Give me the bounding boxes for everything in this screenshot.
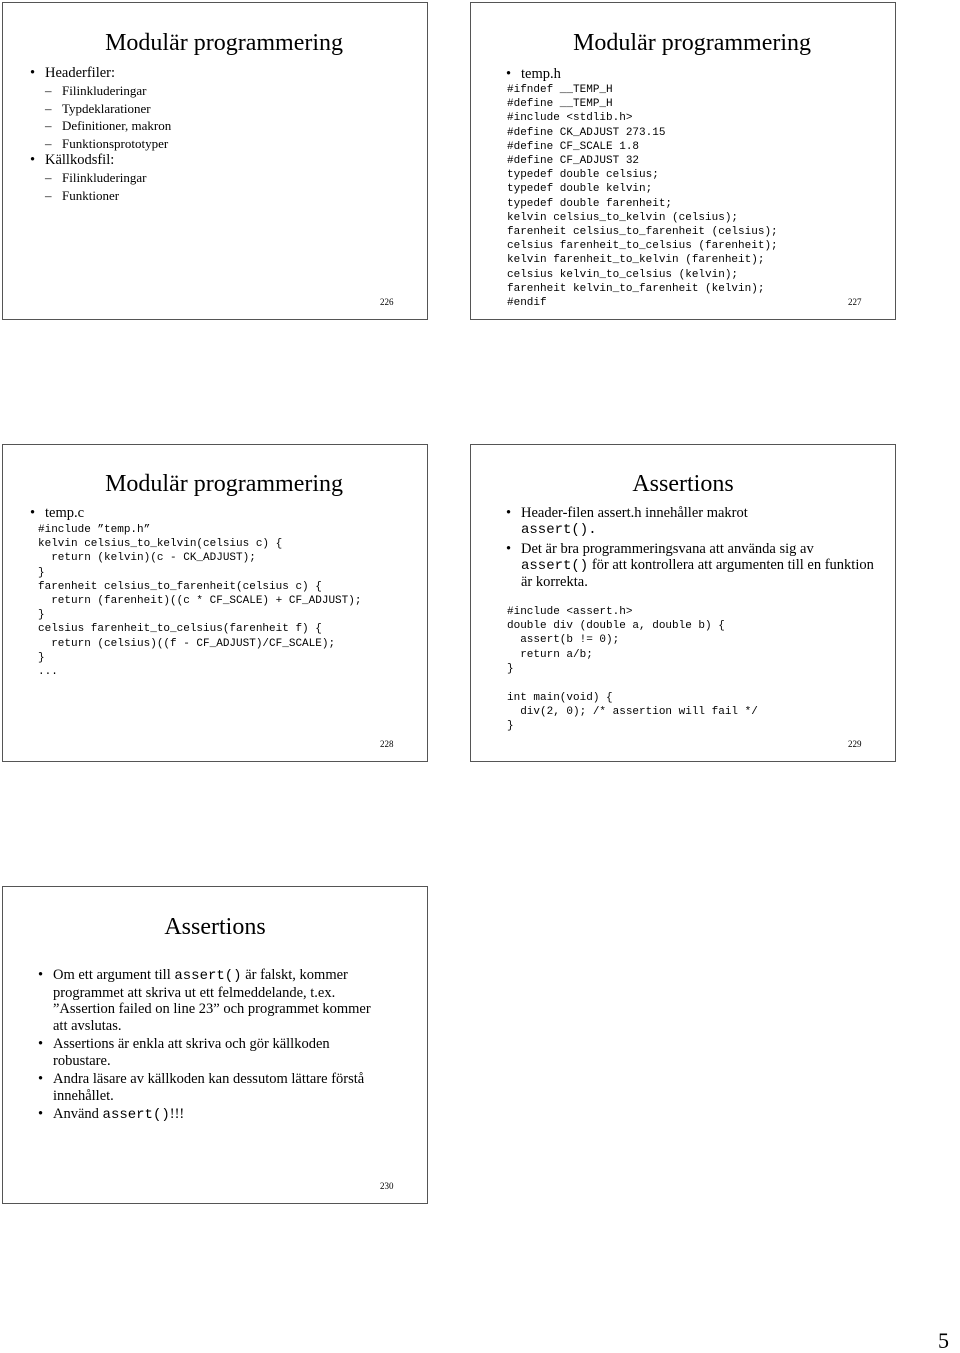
bullet-kallkodsfil: • Källkodsfil: [27, 152, 407, 169]
code-block: #include ”temp.h” kelvin celsius_to_kelvin(celsius c) { return (kelvin)(c - CK_ADJUST); } farenheit celsius_to_farenheit(celsius c) { return (farenheit)((c * CF_SCALE) + CF_ADJUST); } celsius farenheit_to_celsius(farenheit f) { return (celsius)((f - CF_ADJUST)/CF_SCALE); } ... [38, 524, 362, 679]
slide-number: 227 [848, 297, 862, 307]
code-inline: assert() [521, 558, 589, 574]
bullet-text: Om ett argument till [53, 967, 175, 983]
slide-title: Assertions [164, 914, 266, 940]
bullet-list [503, 505, 875, 590]
bullet-list [27, 505, 84, 522]
slide-number: 226 [380, 297, 394, 307]
bullet-text: Använd [53, 1106, 103, 1122]
slide-title: Modulär programmering [105, 30, 343, 56]
slide-227 [470, 2, 896, 320]
sub-bullet: – Typdeklarationer [27, 100, 407, 118]
code-block: #ifndef __TEMP_H #define __TEMP_H #include <stdlib.h> #define CK_ADJUST 273.15 #define CF_SCALE 1.8 #define CF_ADJUST 32 typedef double celsius; typedef double kelvin; typedef double farenheit; kelvin celsius_to_kelvin (celsius); farenheit celsius_to_farenheit (celsius); celsius farenheit_to_celsius (farenheit); kelvin farenheit_to_kelvin (farenheit); celsius kelvin_to_celsius (kelvin); farenheit kelvin_to_farenheit (kelvin); #endif [507, 84, 778, 310]
slide-228 [2, 444, 428, 762]
code-block: #include <assert.h> double div (double a, double b) { assert(b != 0); return a/b; } [507, 606, 725, 675]
code-block: int main(void) { div(2, 0); /* assertion will fail */ } [507, 692, 758, 733]
code-inline: assert(). [521, 522, 597, 538]
sub-bullet: – Definitioner, makron [27, 117, 407, 135]
slide-title: Modulär programmering [105, 471, 343, 497]
sub-bullet: – Filinkluderingar [27, 82, 407, 100]
bullet-list [503, 66, 561, 83]
slide-226 [2, 2, 428, 320]
bullet-text: är falskt, kommer programmet att skriva ut ett felmeddelande, t.ex. ”Assertion failed on line 23” och programmet kommer att avslutas. [53, 967, 371, 1034]
slide-number: 228 [380, 739, 394, 749]
bullet-readers: • Andra läsare av källkoden kan dessutom lättare förstå innehållet. [35, 1071, 381, 1104]
bullet-headerfiler: • Headerfiler: [27, 65, 407, 82]
slide-title: Modulär programmering [573, 30, 811, 56]
sub-bullet: – Funktioner [27, 187, 407, 205]
slide-230 [2, 886, 428, 1204]
bullet-header-file [503, 505, 875, 538]
slide-number: 230 [380, 1181, 394, 1191]
page-number: 5 [938, 1328, 949, 1353]
bullet-easy: • Assertions är enkla att skriva och gör källkoden robustare. [35, 1036, 381, 1069]
slide-229 [470, 444, 896, 762]
bullet-text: !!! [169, 1106, 185, 1122]
bullet-good-practice [503, 541, 875, 590]
code-inline: assert() [174, 968, 242, 984]
code-inline: assert() [102, 1107, 170, 1123]
bullet-list [35, 967, 381, 1124]
bullet-text: Header-filen assert.h innehåller makrot [521, 505, 748, 521]
slide-number: 229 [848, 739, 862, 749]
bullet-text: Det är bra programmeringsvana att använda sig av [521, 541, 814, 557]
sub-bullet: – Funktionsprototyper [27, 135, 407, 153]
bullet-use-assert [35, 1106, 381, 1124]
slide-title-text: Assertions [632, 471, 734, 497]
slide-title [471, 470, 895, 498]
bullet-text: för att kontrollera att argumenten till en funktion är korrekta. [521, 557, 874, 590]
bullet-temp-c: • temp.c [27, 505, 84, 522]
bullet-assert-false [35, 967, 381, 1034]
bullet-list [27, 65, 407, 204]
bullet-temp-h: • temp.h [503, 66, 561, 83]
sub-bullet: – Filinkluderingar [27, 169, 407, 187]
